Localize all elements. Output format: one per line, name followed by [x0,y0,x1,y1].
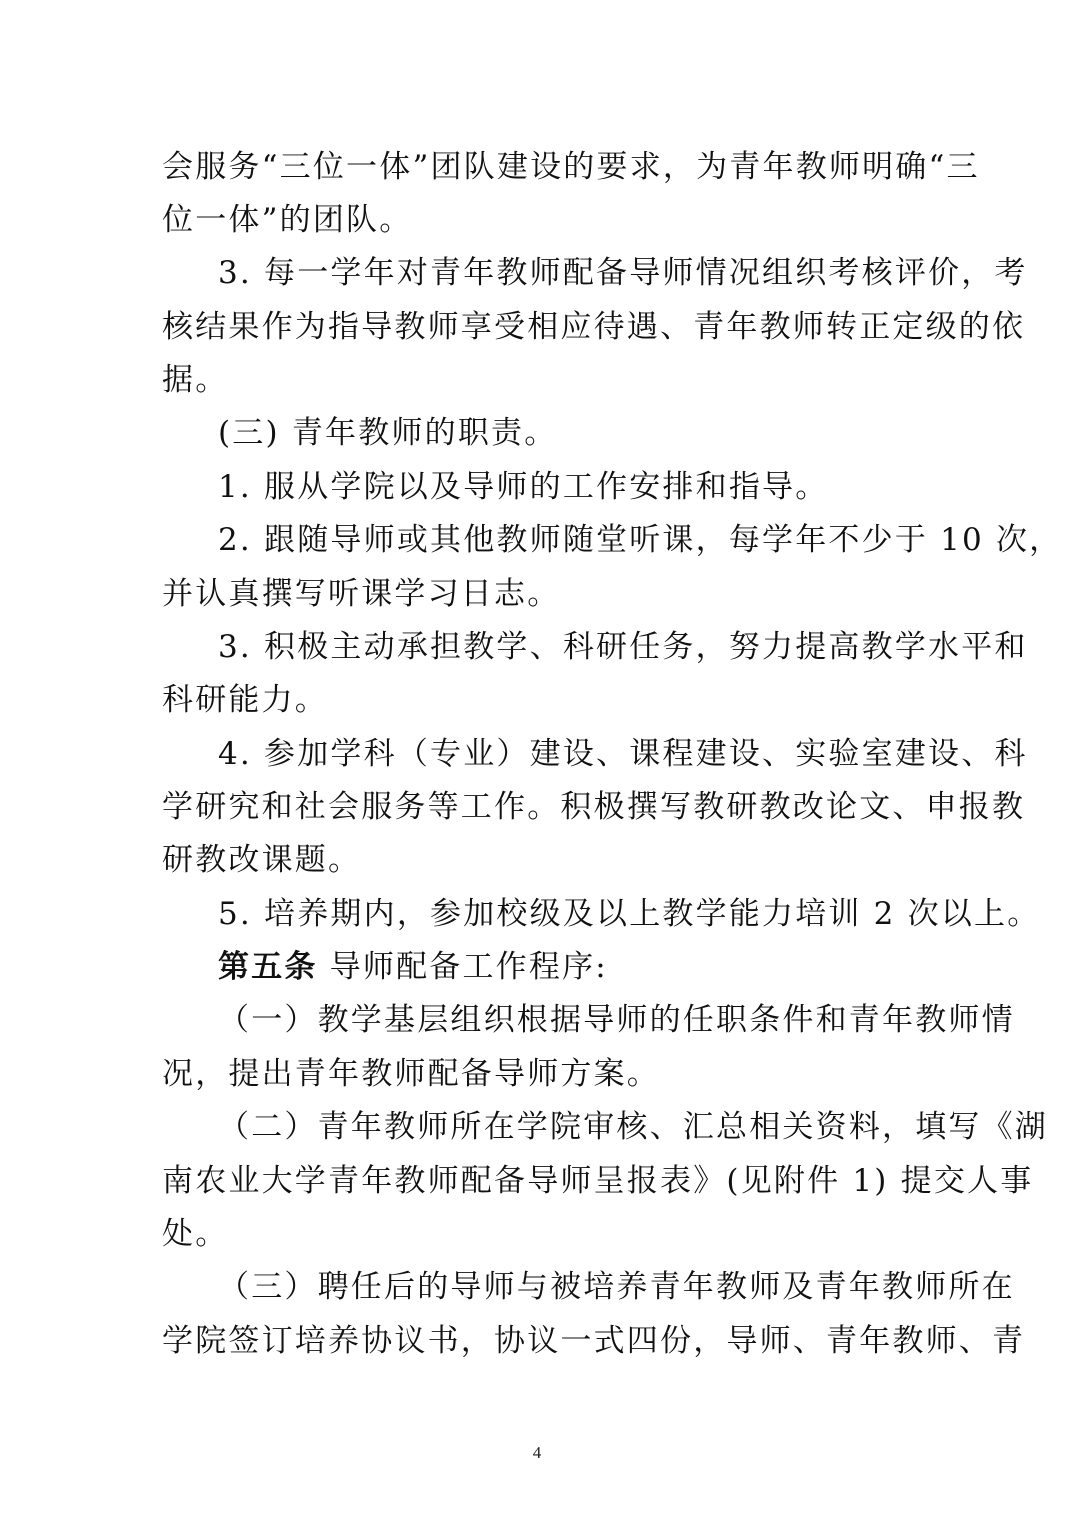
body-text-line: 3. 积极主动承担教学、科研任务，努力提高教学水平和 [218,629,1028,665]
body-text-line: 学研究和社会服务等工作。积极撰写教研教改论文、申报教 [162,789,1026,825]
body-text-line: 研教改课题。 [162,842,362,878]
body-text-line: 会服务“三位一体”团队建设的要求，为青年教师明确“三 [162,149,980,185]
section-heading: (三) 青年教师的职责。 [218,415,558,451]
body-text-line: 处。 [162,1216,229,1252]
body-text-line: 2. 跟随导师或其他教师随堂听课，每学年不少于 10 次， [218,522,1063,558]
body-text-line: 核结果作为指导教师享受相应待遇、青年教师转正定级的依 [162,309,1026,345]
body-text-line: 南农业大学青年教师配备导师呈报表》(见附件 1) 提交人事 [162,1163,1034,1199]
body-text-line: （二）青年教师所在学院审核、汇总相关资料，填写《湖 [218,1109,1048,1145]
article-heading [218,940,914,994]
body-text-line: 况，提出青年教师配备导师方案。 [162,1056,660,1092]
body-text-line: 科研能力。 [162,682,328,718]
article-spacer [318,949,330,985]
body-text-line: （三）聘任后的导师与被培养青年教师及青年教师所在 [218,1269,1015,1305]
article-number: 第五条 [218,949,318,985]
body-text-line: 3. 每一学年对青年教师配备导师情况组织考核评价，考 [218,255,1028,291]
body-text-line: 位一体”的团队。 [162,202,413,238]
article-subject: 导师配备工作程序: [329,949,608,985]
page-number: 4 [532,1443,542,1462]
body-text-line: 学院签订培养协议书，协议一式四份，导师、青年教师、青 [162,1323,1026,1359]
body-text-line: （一）教学基层组织根据导师的任职条件和青年教师情 [218,1002,1015,1038]
body-text-line: 并认真撰写听课学习日志。 [162,576,561,612]
body-text-line: 据。 [162,362,229,398]
body-text-line: 5. 培养期内，参加校级及以上教学能力培训 2 次以上。 [218,896,1041,932]
body-text-line: 4. 参加学科（专业）建设、课程建设、实验室建设、科 [218,736,1028,772]
body-text-line: 1. 服从学院以及导师的工作安排和指导。 [218,469,829,505]
